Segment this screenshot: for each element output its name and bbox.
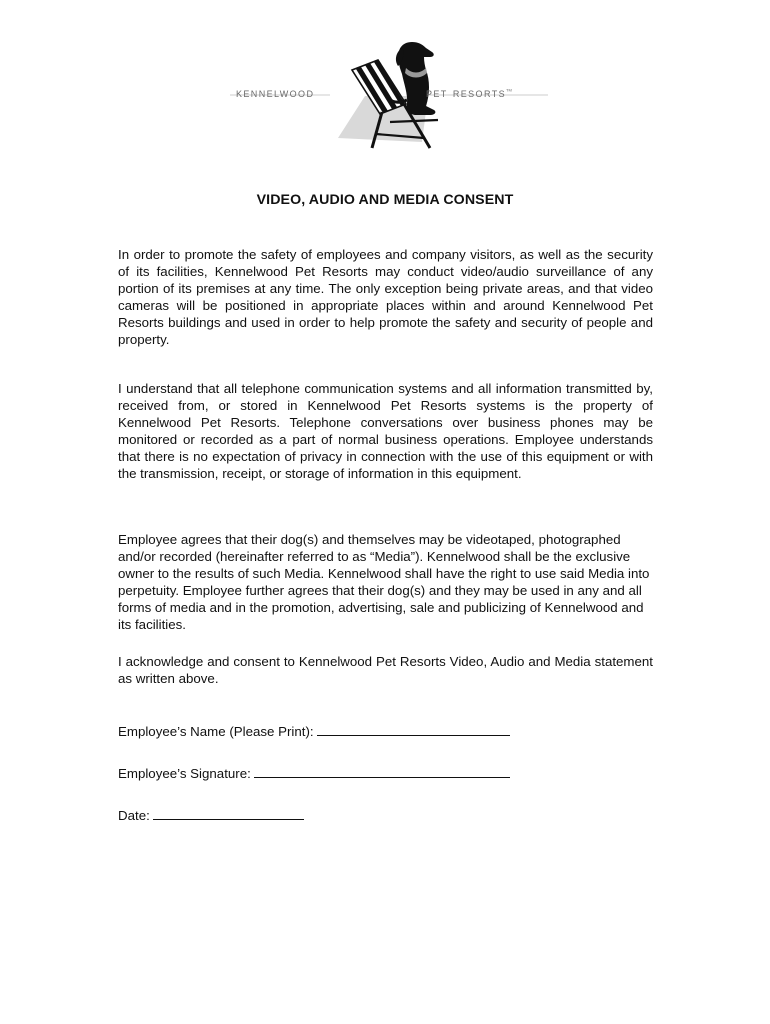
employee-name-field — [118, 722, 510, 739]
brand-name-right — [426, 85, 512, 100]
paragraph-acknowledgement: I acknowledge and consent to Kennelwood Pet Resorts Video, Audio and Media statement as written above. — [118, 654, 653, 686]
date-field — [118, 806, 304, 823]
brand-name-left: kennelwood — [236, 85, 315, 100]
employee-signature-label: Employee’s Signature: — [118, 766, 251, 781]
date-blank[interactable] — [153, 806, 304, 820]
document-title: VIDEO, AUDIO AND MEDIA CONSENT — [256, 192, 514, 208]
employee-signature-field — [118, 764, 510, 781]
employee-signature-blank[interactable] — [254, 764, 510, 778]
trademark-mark: tm — [506, 87, 512, 94]
kennelwood-logo — [230, 38, 550, 150]
date-label: Date: — [118, 808, 150, 823]
brand-name-right-text: pet resorts — [426, 85, 506, 100]
paragraph-media: Employee agrees that their dog(s) and themselves may be videotaped, photographed and/or recorded (hereinafter referred to as “Media”). Kennelwood shall be the exclusive owner to the results of such Media. Kennelwood shall have the right to use said Media into perpetuity. Employee further agrees that their dog(s) and they may be used in any and all forms of media and in the promotion, advertising, sale and publicizing of Kennelwood and its facilities. — [118, 532, 650, 632]
employee-name-blank[interactable] — [317, 722, 510, 736]
paragraph-telephone: I understand that all telephone communication systems and all information transmitted by, received from, or stored in Kennelwood Pet Resorts systems is the property of Kennelwood Pet Resorts. Telephone conversations over business phones may be monitored or recorded as a part of normal business operations. Employee understands that there is no expectation of privacy in connection with the use of this equipment or with the transmission, receipt, or storage of information in this equipment. — [118, 381, 653, 481]
paragraph-surveillance: In order to promote the safety of employees and company visitors, as well as the security of its facilities, Kennelwood Pet Resorts may conduct video/audio surveillance of any portion of its premises at any time. The only exception being private areas, and that video cameras will be positioned in appropriate places within and around Kennelwood Pet Resorts buildings and used in order to help promote the safety and security of people and property. — [118, 247, 653, 347]
employee-name-label: Employee’s Name (Please Print): — [118, 724, 314, 739]
